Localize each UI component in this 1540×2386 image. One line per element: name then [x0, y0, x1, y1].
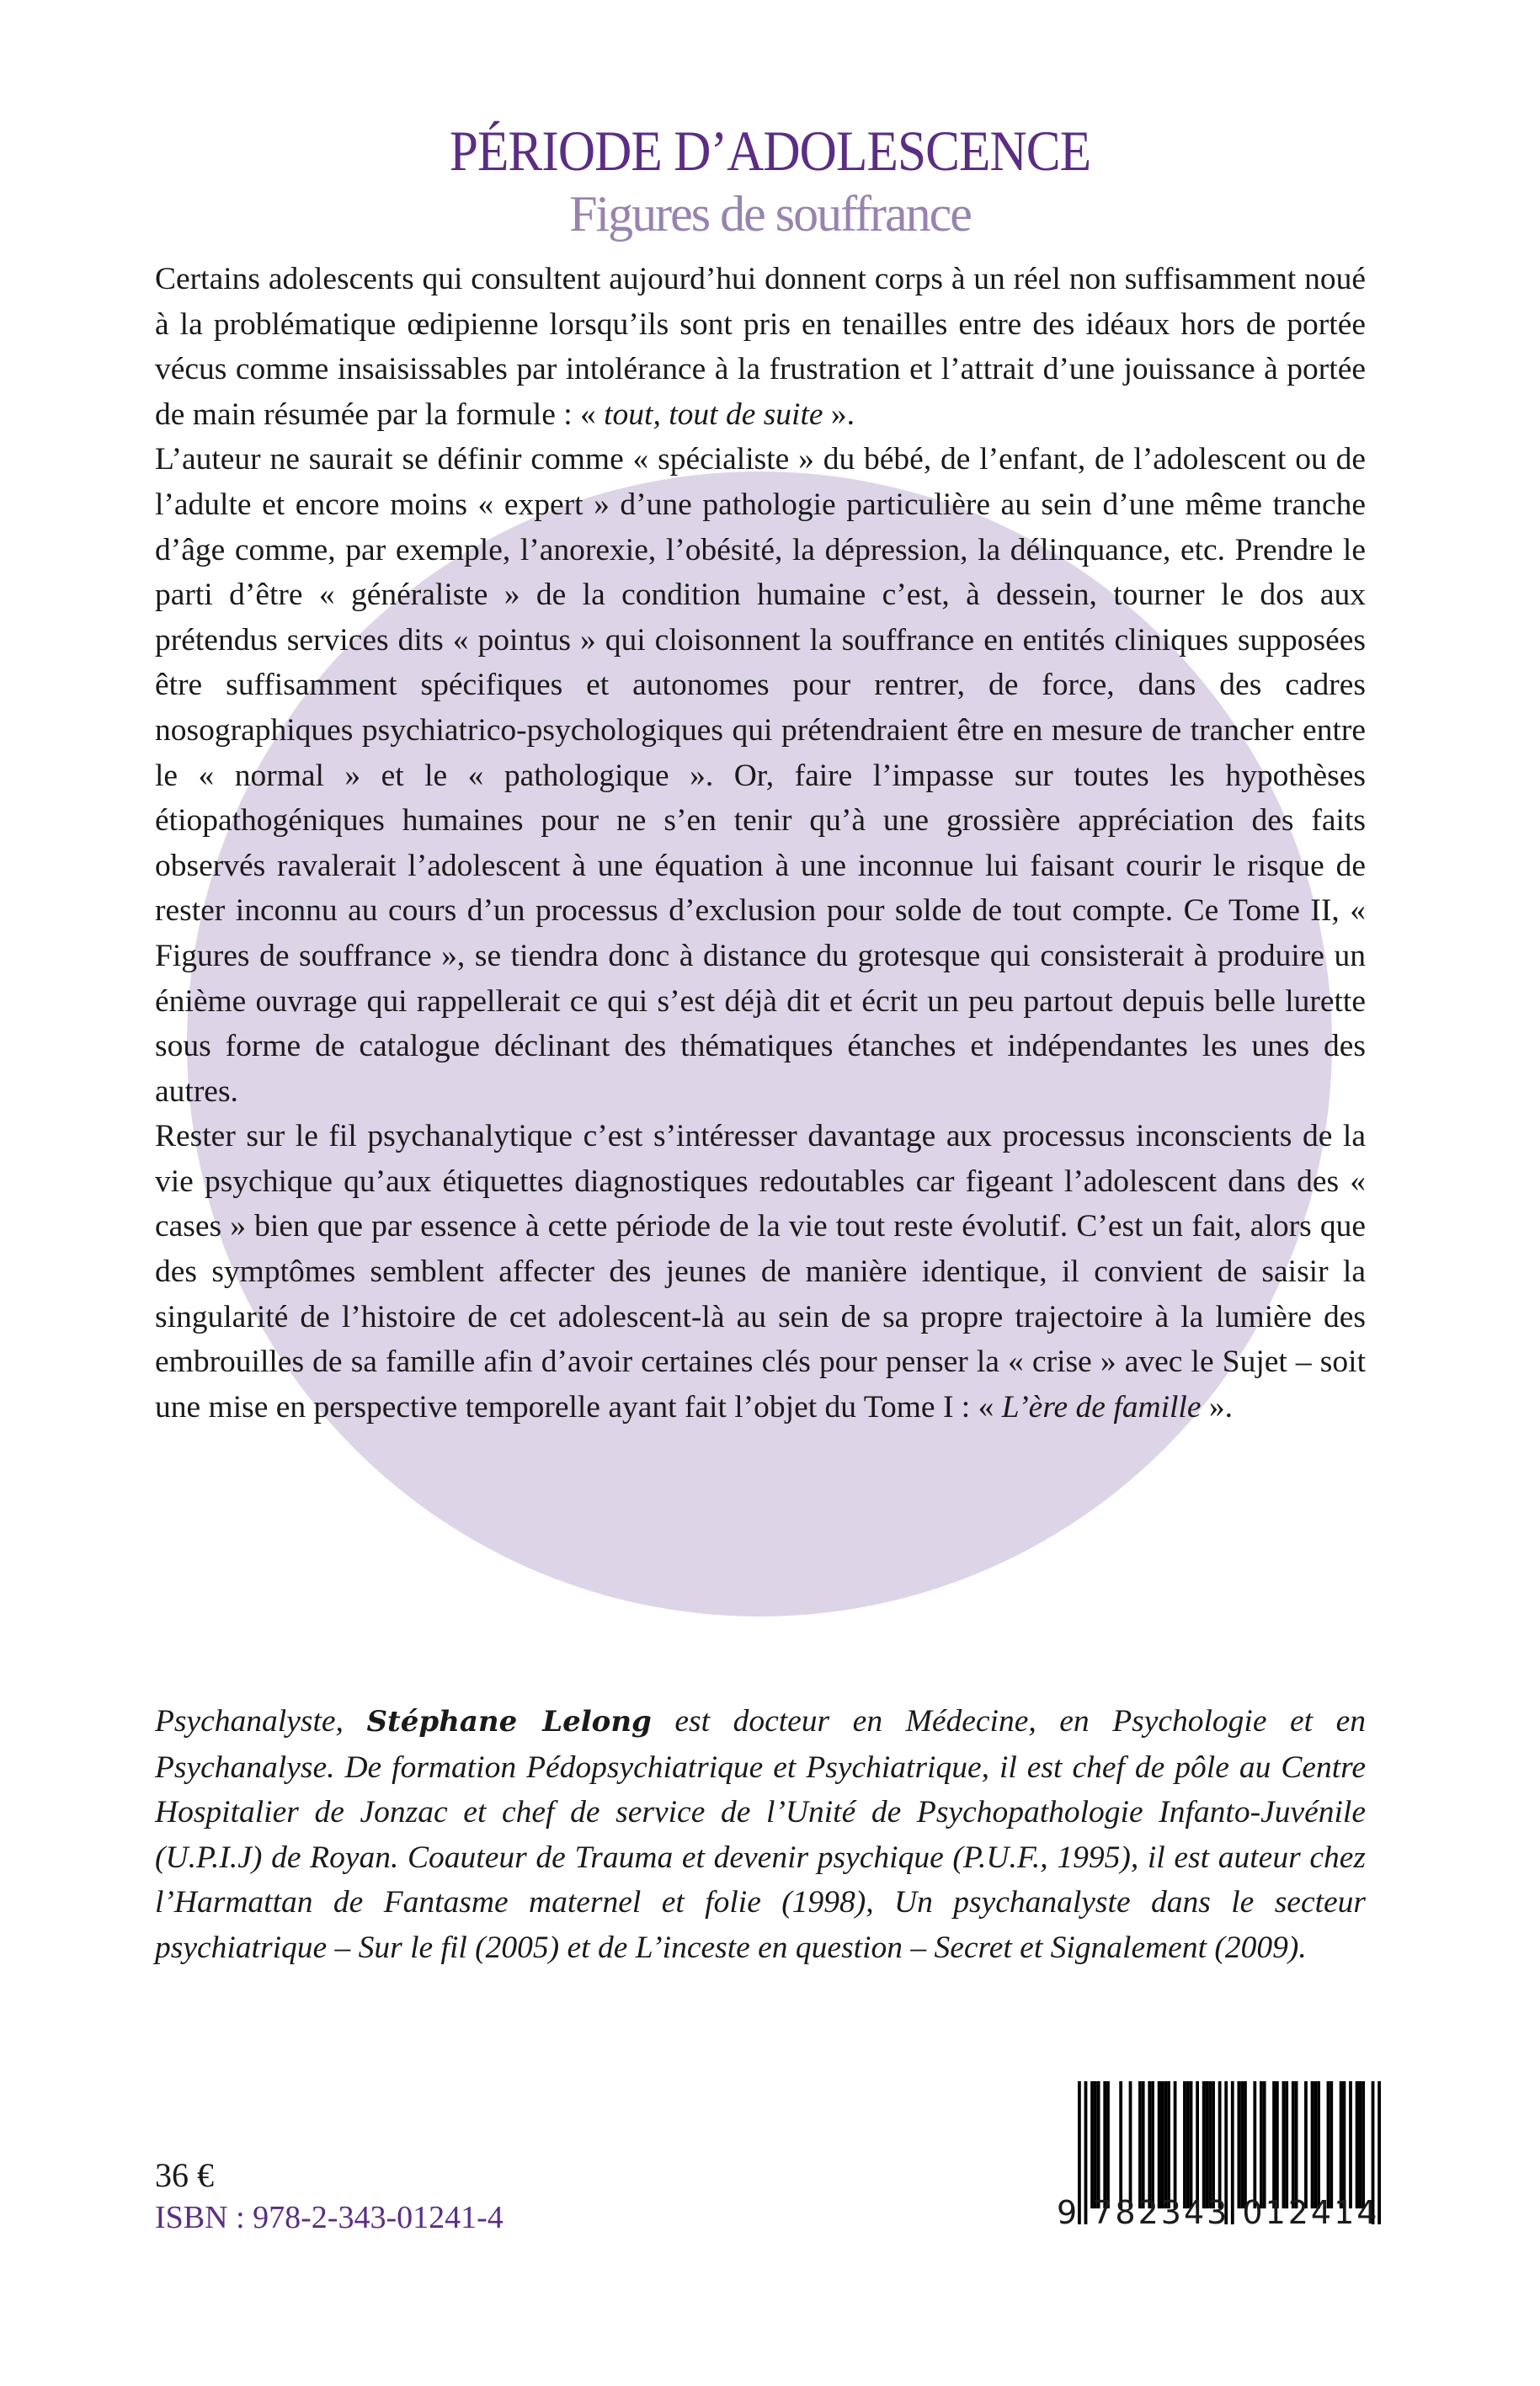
barcode-bar — [1327, 2081, 1330, 2208]
price: 36 € — [155, 2156, 214, 2194]
bio-prefix: Psychanalyste, — [155, 1704, 367, 1739]
barcode-bar — [1103, 2081, 1106, 2208]
barcode-bar — [1090, 2081, 1094, 2208]
barcode-bar — [1183, 2081, 1186, 2208]
summary-paragraph-3 — [155, 1114, 1366, 1430]
barcode-bar — [1186, 2081, 1190, 2208]
barcode-bar — [1356, 2081, 1359, 2208]
barcode-bar — [1119, 2081, 1122, 2208]
barcode-bar — [1263, 2081, 1266, 2208]
barcode-bar — [1138, 2081, 1142, 2208]
barcode-bar — [1158, 2081, 1161, 2208]
barcode-bar — [1151, 2081, 1154, 2208]
bio-text: est docteur en Médecine, en Psychologie et en Psychanalyse. De formation Pédopsychiatrique et Psychiatrique, il est chef de pôle au Centre Hospitalier de Jonzac et chef de service de l’Unité de Psychopathologie Infanto-Juvénile (U.P.I.J) de Royan. Coauteur de Trauma et devenir psychique (P.U.F., 1995), il est auteur chez l’Harmattan de Fantasme maternel et folie (1998), Un psychanalyste dans le secteur psychiatrique – Sur le fil (2005) et de L’inceste en question – Secret et Signalement (2009). — [155, 1704, 1367, 1965]
quote-open: « — [580, 397, 605, 432]
barcode-bar — [1237, 2081, 1240, 2208]
barcode-bar — [1304, 2081, 1308, 2208]
author-bio — [155, 1699, 1366, 1971]
barcode-bar — [1196, 2081, 1199, 2208]
barcode-bar — [1276, 2081, 1279, 2208]
quote-close: ». — [1201, 1389, 1233, 1425]
barcode-bar — [1340, 2081, 1343, 2208]
barcode-bar — [1094, 2081, 1097, 2208]
barcode-bar — [1317, 2081, 1320, 2208]
barcode-bar — [1190, 2081, 1193, 2208]
barcode-bar — [1106, 2081, 1110, 2208]
barcode-bar — [1260, 2081, 1263, 2208]
book-title: PÉRIODE D’ADOLESCENCE — [449, 119, 1091, 183]
barcode-bar — [1129, 2081, 1132, 2208]
barcode-bar — [1167, 2081, 1170, 2208]
barcode-bar — [1343, 2081, 1346, 2208]
barcode-bar — [1161, 2081, 1164, 2208]
barcode-bar — [1164, 2081, 1167, 2208]
barcode-bar — [1295, 2081, 1298, 2208]
italic-phrase: tout, tout de suite — [604, 397, 823, 432]
barcode-bar — [1285, 2081, 1288, 2208]
barcode-bar — [1292, 2081, 1295, 2208]
barcode-bar — [1314, 2081, 1317, 2208]
summary-paragraph-2: L’auteur ne saurait se définir comme « spécialiste » du bébé, de l’enfant, de l’adolescent ou de l’adulte et encore moins « expert » d’une pathologie particulière au sein d’une même tranche d’âge comme, par exemple, l’anorexie, l’obésité, la dépression, la délinquance, etc. Prendre le parti d’être « généraliste » de la condition humaine c’est, à dessein, tourner le dos aux prétendus services dits « pointus » qui cloisonnent la souffrance en entités cliniques supposées être suffisamment spécifiques et autonomes pour rentrer, de force, dans des cadres nosographiques psychiatrico-psychologiques qui prétendraient être en mesure de trancher entre le « normal » et le « pathologique ». Or, faire l’impasse sur toutes les hypothèses étiopathogéniques humaines pour ne s’en tenir qu’à une grossière appréciation des faits observés ravalerait l’adolescent à une équation à une inconnue lui faisant courir le risque de rester inconnu au cours d’un processus d’exclusion pour solde de tout compte. Ce Tome II, « Figures de souffrance », se tiendra donc à distance du grotesque qui consisterait à produire un énième ouvrage qui rappellerait ce qui s’est déjà dit et écrit un peu partout depuis belle lurette sous forme de catalogue déclinant des thématiques étanches et indépendantes les unes des autres. — [155, 442, 1366, 1109]
barcode-bar — [1208, 2081, 1212, 2208]
book-subtitle: Figures de souffrance — [569, 186, 971, 242]
barcode-bar — [1311, 2081, 1314, 2208]
barcode-bar — [1361, 2081, 1365, 2208]
barcode-bar — [1240, 2081, 1244, 2208]
paragraph-text: Rester sur le fil psychanalytique c’est s’intéresser davantage aux processus inconscients de la vie psychique qu’aux étiquettes diagnostiques redoutables car figeant l’adolescent dans des « cases » bien que par essence à cette période de la vie tout reste évolutif. C’est un fait, alors que des symptômes semblent affecter des jeunes de manière identique, il convient de saisir la singularité de l’histoire de cet adolescent-là au sein de sa propre trajectoire à la lumière des embrouilles de sa famille afin d’avoir certaines clés pour penser la « crise » avec le Sujet – soit une mise en perspective temporelle ayant fait l’objet du Tome I : « — [155, 1119, 1366, 1425]
author-name: Stéphane Lelong — [366, 1705, 652, 1739]
barcode-bar — [1206, 2081, 1209, 2208]
quote-close: ». — [823, 397, 855, 432]
paragraph-text: Certains adolescents qui consultent aujourd’hui donnent corps à un réel non suffisamment noué à la problématique œdipienne lorsqu’ils sont pris en tenailles entre des idéaux hors de portée vécus comme insaisissables par intolérance à la frustration et l’attrait d’une jouissance à portée de main résumée par la formule : — [155, 262, 1366, 432]
barcode-bar — [1330, 2081, 1333, 2208]
back-cover-summary — [155, 257, 1366, 1430]
barcode-bar — [1148, 2081, 1151, 2208]
barcode-bar — [1174, 2081, 1177, 2208]
barcode-bar — [1272, 2081, 1276, 2208]
barcode-bar — [1097, 2081, 1100, 2208]
barcode-bar — [1142, 2081, 1145, 2208]
barcode-bar — [1253, 2081, 1256, 2208]
isbn: ISBN : 978-2-343-01241-4 — [155, 2200, 504, 2235]
barcode-bar — [1358, 2081, 1361, 2208]
barcode-bar — [1202, 2081, 1206, 2208]
summary-paragraph-1 — [155, 257, 1366, 437]
barcode-bar — [1282, 2081, 1286, 2208]
barcode-bar — [1218, 2081, 1222, 2208]
barcode-bar — [1212, 2081, 1215, 2208]
barcode-bar — [1244, 2081, 1247, 2208]
italic-phrase: L’ère de famille — [1001, 1389, 1202, 1425]
barcode-number: 9 782343 012414 — [1057, 2194, 1380, 2231]
barcode-bar — [1349, 2081, 1352, 2208]
